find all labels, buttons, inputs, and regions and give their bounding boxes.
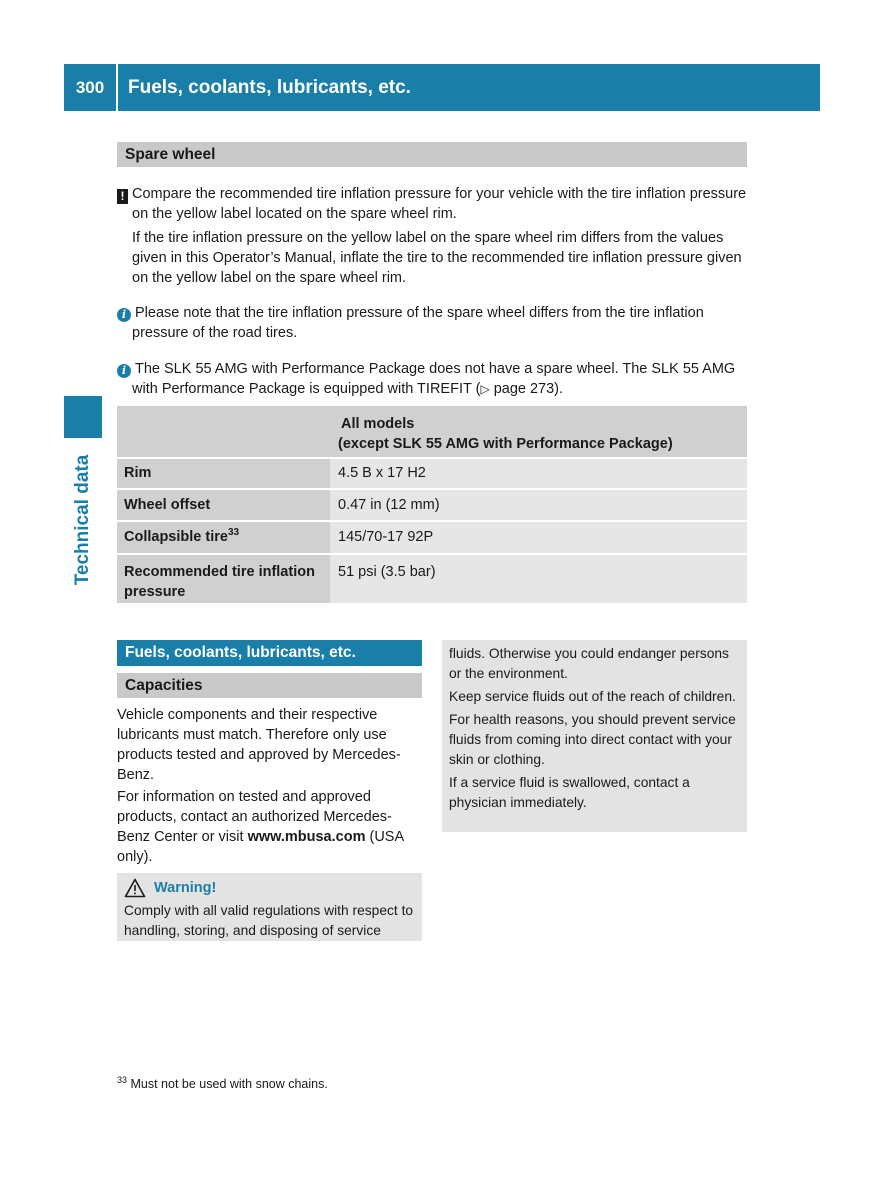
info-icon: i bbox=[117, 364, 131, 378]
warning-triangle-icon bbox=[124, 878, 146, 898]
mbusa-link[interactable]: www.mbusa.com bbox=[247, 829, 366, 845]
footnote-text: Must not be used with snow chains. bbox=[130, 1077, 328, 1092]
footnote-marker: 33 bbox=[227, 527, 240, 539]
table-header-line-1: All models bbox=[341, 416, 415, 432]
fuels-section-heading: Fuels, coolants, lubricants, etc. bbox=[117, 640, 422, 666]
page-title: Fuels, coolants, lubricants, etc. bbox=[128, 76, 411, 98]
page-reference-arrow-icon: ▷ bbox=[480, 382, 490, 396]
exclamation-icon: ! bbox=[117, 189, 128, 204]
table-row-label: Wheel offset bbox=[117, 489, 330, 521]
side-tab bbox=[64, 440, 102, 600]
warning-continued-box bbox=[442, 640, 747, 832]
table-row-label: Recommended tire inflation pressure bbox=[117, 554, 330, 603]
info-icon: i bbox=[117, 308, 131, 322]
capacities-paragraph-2 bbox=[117, 787, 424, 867]
warning-note-text-1: Compare the recommended tire inflation pressure for your vehicle with the tire inflation pressure on the yellow label located on the spare wheel rim. bbox=[132, 186, 747, 222]
table-row-label: Rim bbox=[117, 458, 330, 489]
paragraph-2-text-pre: For information on tested and approved products, contact an authorized Mercedes-Benz Center or visit bbox=[117, 789, 392, 845]
table-row-value: 51 psi (3.5 bar) bbox=[330, 554, 747, 603]
table-row bbox=[117, 458, 747, 489]
table-header-row bbox=[117, 406, 747, 458]
table-row-label: Collapsible tire bbox=[124, 529, 228, 545]
footnote bbox=[117, 1075, 328, 1091]
table-row-value: 145/70-17 92P bbox=[330, 521, 747, 554]
spare-wheel-heading: Spare wheel bbox=[117, 142, 747, 167]
info-note-2-text-post: page 273). bbox=[489, 381, 564, 397]
warning-title-row bbox=[124, 878, 216, 898]
table-row-value: 0.47 in (12 mm) bbox=[330, 489, 747, 521]
info-note-1-text: Please note that the tire inflation pressure of the spare wheel differs from the tire inflation pressure of the road tires. bbox=[132, 305, 704, 341]
table-row-label-cell bbox=[117, 521, 330, 554]
table-row bbox=[117, 521, 747, 554]
paragraph-2-text-post: (USA only). bbox=[117, 829, 404, 865]
table-header-blank bbox=[117, 406, 330, 458]
info-note-2-text-pre: The SLK 55 AMG with Performance Package does not have a spare wheel. The SLK 55 AMG with Performance Package is equipped with TIREFIT ( bbox=[132, 361, 736, 397]
warning-box bbox=[117, 873, 422, 941]
spare-wheel-warning-note bbox=[117, 184, 749, 288]
table-row bbox=[117, 554, 747, 603]
warning-continued-p2: Keep service fluids out of the reach of children. bbox=[449, 689, 736, 704]
warning-title: Warning! bbox=[154, 880, 217, 896]
spare-wheel-info-note-1 bbox=[117, 303, 764, 343]
warning-continued-text bbox=[449, 644, 745, 813]
table-header-cell bbox=[330, 406, 747, 458]
warning-continued-p3: For health reasons, you should prevent service fluids from coming into direct contact with your skin or clothing. bbox=[449, 712, 736, 767]
warning-note-text-2: If the tire inflation pressure on the yellow label on the spare wheel rim differs from the values given in this Operator’s Manual, inflate the tire to the recommended tire inflation pressure given on the yellow label on the spare wheel rim. bbox=[132, 230, 742, 286]
warning-continued-p1: fluids. Otherwise you could endanger persons or the environment. bbox=[449, 646, 729, 681]
page-number: 300 bbox=[75, 77, 105, 97]
spare-wheel-table bbox=[117, 406, 747, 603]
header-divider bbox=[116, 64, 118, 111]
warning-text: Comply with all valid regulations with respect to handling, storing, and disposing of service bbox=[124, 903, 414, 938]
side-tab-label: Technical data bbox=[72, 454, 93, 586]
spare-wheel-info-note-2 bbox=[117, 359, 764, 399]
table-row bbox=[117, 489, 747, 521]
table-row-value: 4.5 B x 17 H2 bbox=[330, 458, 747, 489]
warning-continued-p4: If a service fluid is swallowed, contact a physician immediately. bbox=[449, 775, 690, 810]
capacities-heading: Capacities bbox=[117, 673, 422, 698]
side-tab-marker bbox=[64, 396, 102, 438]
footnote-number: 33 bbox=[117, 1075, 128, 1085]
capacities-paragraph-1: Vehicle components and their respective lubricants must match. Therefore only use products tested and approved by Mercedes-Benz. bbox=[117, 707, 401, 783]
table-header-line-2: (except SLK 55 AMG with Performance Package) bbox=[338, 436, 673, 452]
